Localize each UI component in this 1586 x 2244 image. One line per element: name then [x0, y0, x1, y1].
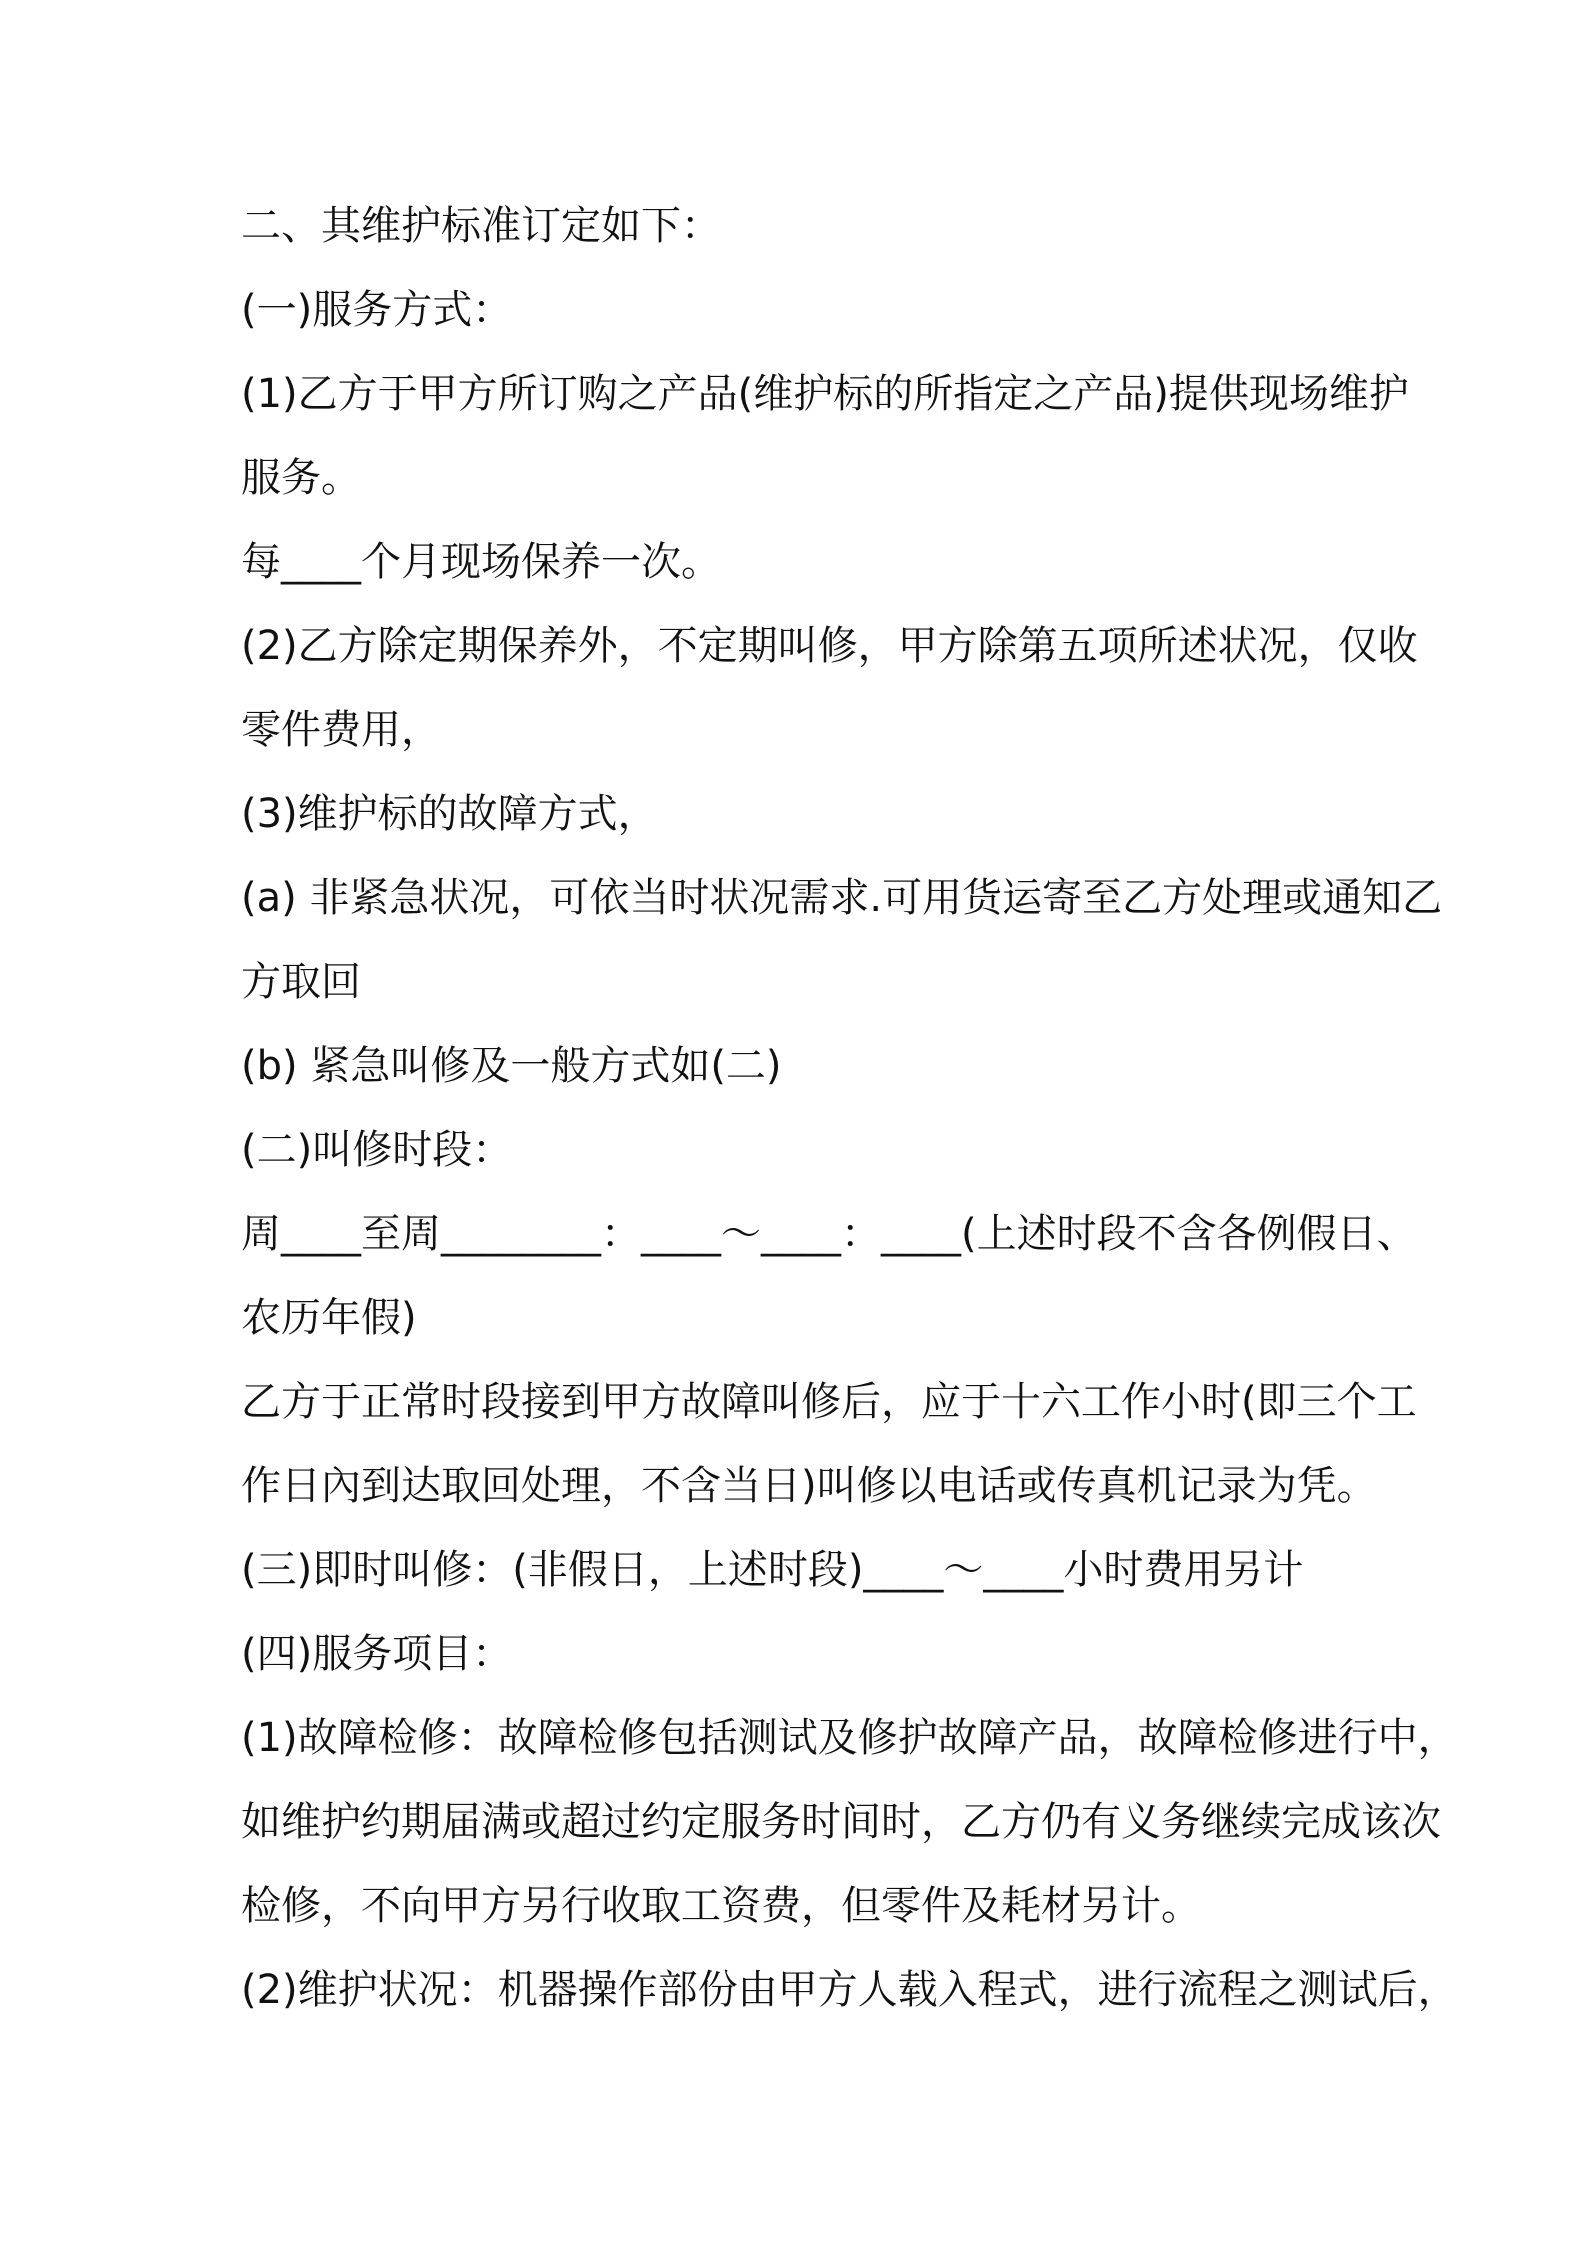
paragraph-line: 方取回 [241, 959, 361, 1005]
subsection-heading-service-items: (四)服务项目： [241, 1631, 513, 1677]
paragraph-line: 农历年假) [241, 1295, 417, 1341]
paragraph-line: 每____个月现场保养一次。 [241, 539, 721, 585]
paragraph-line: 如维护约期届满或超过约定服务时间时，乙方仍有义务继续完成该次 [241, 1799, 1441, 1845]
paragraph-line: (a) 非紧急状况，可依当时状况需求.可用货运寄至乙方处理或通知乙 [241, 875, 1443, 921]
paragraph-line: (2)维护状况：机器操作部份由甲方人载入程式，进行流程之测试后， [241, 1967, 1458, 2013]
document-body [241, 198, 1458, 2046]
paragraph-line: 检修，不向甲方另行收取工资费，但零件及耗材另计。 [241, 1883, 1201, 1929]
subsection-heading-instant-call: (三)即时叫修：(非假日，上述时段)____～____小时费用另计 [241, 1547, 1304, 1593]
subsection-heading-call-hours: (二)叫修时段： [241, 1127, 513, 1173]
section-heading: 二、其维护标准订定如下： [241, 203, 721, 249]
paragraph-line: (3)维护标的故障方式， [241, 791, 658, 837]
paragraph-line: (b) 紧急叫修及一般方式如(二) [241, 1043, 782, 1089]
subsection-heading-service-mode: (一)服务方式： [241, 287, 513, 333]
paragraph-line: 乙方于正常时段接到甲方故障叫修后，应于十六工作小时(即三个工 [241, 1379, 1417, 1425]
paragraph-line: (2)乙方除定期保养外，不定期叫修，甲方除第五项所述状况，仅收 [241, 623, 1418, 669]
paragraph-line: (1)故障检修：故障检修包括测试及修护故障产品，故障检修进行中， [241, 1715, 1458, 1761]
paragraph-line: 零件费用， [241, 707, 441, 753]
paragraph-line: 周____至周________：____～____：____(上述时段不含各例假日、 [241, 1211, 1417, 1257]
paragraph-line: 作日內到达取回处理，不含当日)叫修以电话或传真机记录为凭。 [241, 1463, 1377, 1509]
paragraph-line: (1)乙方于甲方所订购之产品(维护标的所指定之产品)提供现场维护 [241, 371, 1409, 417]
paragraph-line: 服务。 [241, 455, 361, 501]
